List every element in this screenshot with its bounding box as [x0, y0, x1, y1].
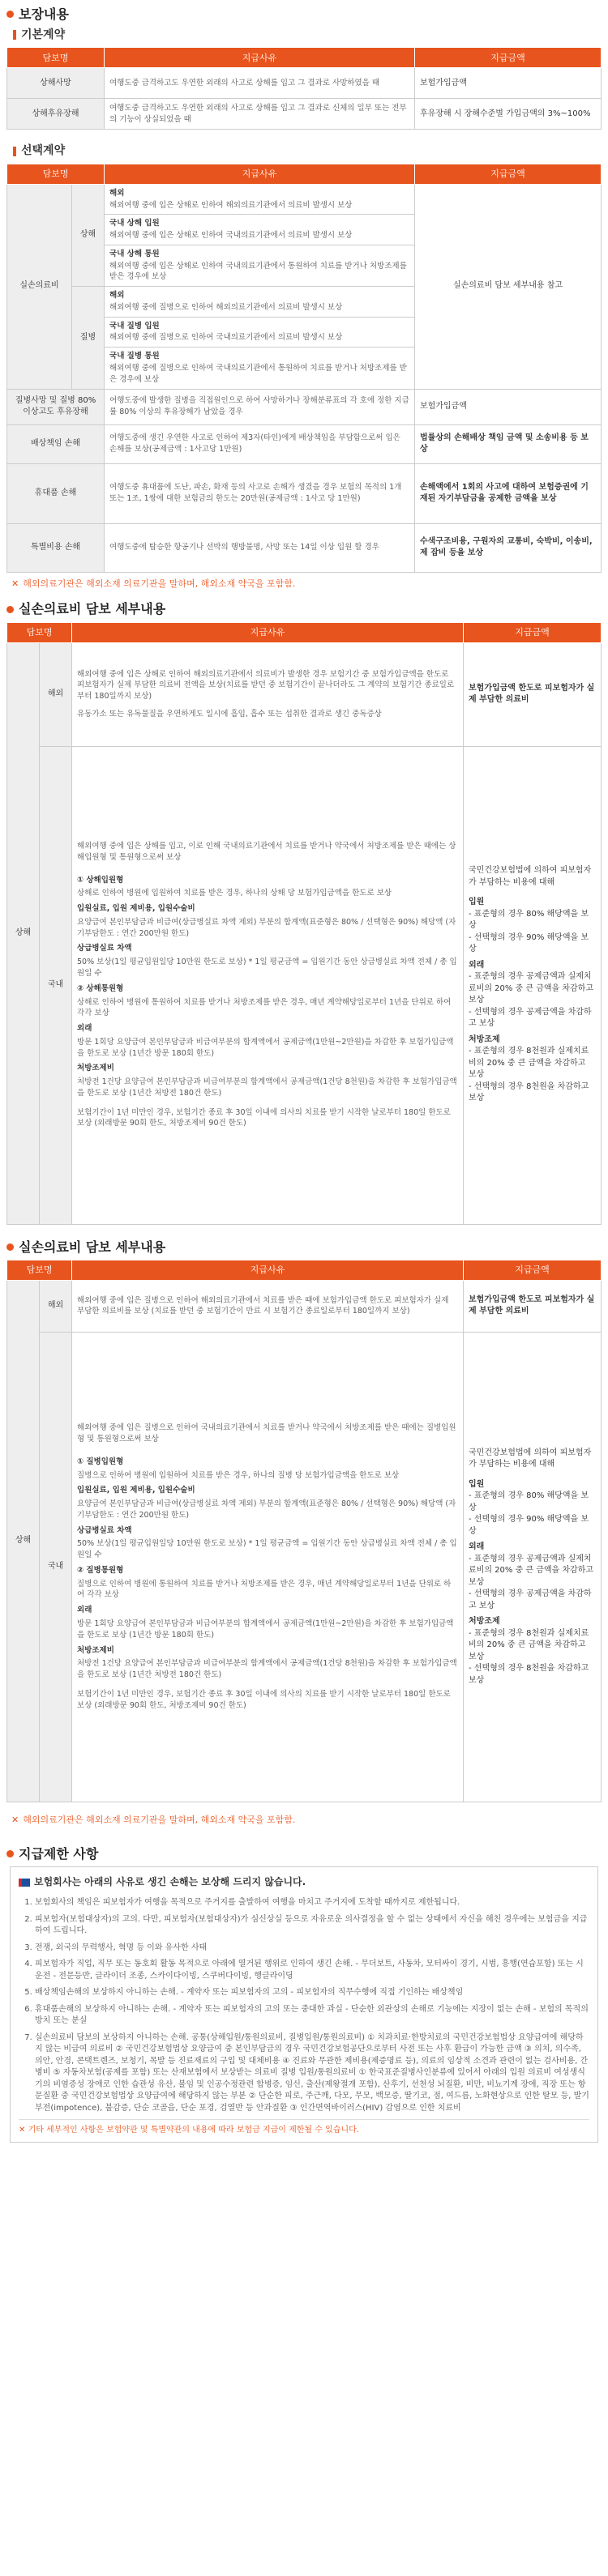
para: 처방전 1건당 요양급여 본인부담금과 비급여부분의 합계액에서 공제금액(1건당 8천원)을 차감한 후 보험가입금액을 한도로 보상 (1년간 처방전 180건 한도): [77, 1077, 457, 1098]
amount-text: - 선택형의 경우 공제금액을 차감하고 보상: [469, 1589, 592, 1610]
item-title: 국내 상해 입원: [109, 219, 160, 228]
note-text: 해외의료기관은 해외소재 의료기관을 말하며, 해외소재 약국을 포함함.: [23, 578, 296, 589]
label: 입원실료, 입원 제비용, 입원수술비: [77, 904, 195, 914]
label: 외래: [77, 1606, 92, 1615]
cell-injury: 상해: [7, 642, 40, 1224]
amount-text: - 선택형의 경우 8천원을 차감하고 보상: [469, 1081, 589, 1103]
cell-amount: 보험가입금액: [415, 389, 602, 424]
cell-injury: 상해: [7, 1280, 40, 1802]
amount-text: - 표준형의 경우 8천원과 실제치료비의 20% 중 큰 금액을 차감하고 보상: [469, 1047, 589, 1080]
item-title: 국내 질병 입원: [109, 321, 160, 331]
cell-amount: [464, 746, 602, 1224]
label: 외래: [77, 1024, 92, 1034]
x-icon: ✕: [11, 578, 19, 589]
medical-detail-table: [6, 622, 602, 1225]
para: 질병으로 인하여 병원에 통원하여 치료를 받거나 처방조제를 받은 경우, 매년 계약해당일로부터 1년을 단위로 하여 각각 보상: [77, 1579, 452, 1600]
cell-reason: 여행도중에 생긴 우연한 사고로 인하여 제3자(타인)에게 배상책임을 부담함으로써 입은 손해를 보상(공제금액 : 1사고당 1만원): [105, 424, 415, 463]
item-desc: 해외여행 중에 입은 상해로 인하여 국내의료기관에서 통원하여 치료를 받거나 처방조제를 받은 경우에 보상: [109, 261, 407, 282]
amount-text: - 선택형의 경우 공제금액을 차감하고 보상: [469, 1007, 592, 1029]
cell-reason: [105, 287, 415, 318]
cell-reason: [72, 1332, 464, 1802]
limits-title-text: 보험회사는 아래의 사유로 생긴 손해는 보상해 드리지 않습니다.: [34, 1875, 306, 1887]
label: 입원: [469, 1479, 485, 1489]
list-item: 7. 실손의료비 담보의 보상하지 아니하는 손해. 공통(상해입원/통원의료비, 질병입원/통원의료비) ① 치과치료·한방치료의 국민건강보험법상 요양급여에 해당하지 않는 비급여 의료비 ② 국민건강보험법상 요양급여 중 본인부담금의 경우 국민건강보험공단으로부터 사전 또는 사후 환급이 가능한 금액 ③ 의치, 의수족, 의안, 안경, 콘택트렌즈, 보청기, 목발 등 진료재료의 구입 및 대체비용 ④ 진료와 무관한 제비용(제증명료 등), 의료의 임상적 소견과 관련이 없는 검사비용, 간병비 ⑤ 자동차보험(공제를 포함) 또는 산재보험에서 보상받는 의료비 질병 입원/통원의료비 ① 한국표준질병사인분류에 있어서 아래의 입원 의료비 여성생식기의 비염증성 장애로 인한 습관성 유산, 불임 및 인공수정관련 합병증, 임신, 출산(제왕절개 포함), 산후기, 선천성 뇌질환, 비만, 비뇨기계 장애, 직장 또는 항문질환 중 국민건강보험법상 요양급여에 해당하지 않는 부분 ② 단순한 피로, 주근깨, 다모, 무모, 백모증, 딸기코, 점, 여드름, 노화현상으로 인한 탈모 등, 발기부전(impotence), 불감증, 단순 코골음, 단순 포경, 검열반 등 안과질환 ③ 인간면역바이러스(HIV) 감염으로 인한 치료비: [35, 2032, 589, 2115]
label: 외래: [469, 960, 485, 970]
note: [11, 578, 602, 591]
cell-reason: 여행도중 급격하고도 우연한 외래의 사고로 상해를 입고 그 결과로 신체의 일부 또는 전부의 기능이 상실되었을 때: [105, 99, 415, 130]
amount-text: - 선택형의 경우 90% 해당액을 보상: [469, 1515, 589, 1536]
section-title-text: 실손의료비 담보 세부내용: [19, 1239, 166, 1255]
amount-text: 국민건강보험법에 의하여 피보험자가 부담하는 비용에 대해: [469, 1448, 592, 1469]
section-title-text: 실손의료비 담보 세부내용: [19, 601, 166, 617]
cell-reason: [105, 184, 415, 215]
section-title-coverage: [6, 5, 602, 23]
para: 50% 보상(1일 평균입원일당 10만원 한도로 보상) * 1일 평균금액 = 입원기간 동안 상급병실료 차액 전체 / 총 입원일 수: [77, 957, 457, 978]
x-icon: ✕: [11, 1814, 19, 1825]
label: ② 질병통원형: [77, 1565, 124, 1575]
para: 해외여행 중에 입은 상해로 인하여 해외의료기관에서 의료비가 발생한 경우 보험기간 중 보험가입금액을 한도로 피보험자가 실제 부담한 의료비 전액을 보상(치료를 받던 중 보험기간이 끝나더라도 그 계약의 보험기간 종료일로부터 180일까지 보상): [77, 669, 455, 702]
amount-text: - 표준형의 경우 80% 해당액을 보상: [469, 1491, 589, 1512]
header-name: 담보명: [7, 48, 105, 68]
header-reason: 지급사유: [72, 1260, 464, 1280]
bar-icon: [13, 147, 16, 156]
header-reason: 지급사유: [72, 622, 464, 642]
flag-icon: [19, 1879, 30, 1887]
basic-contract-table: [6, 47, 602, 130]
cell-reason: [105, 317, 415, 348]
cell-name: 휴대품 손해: [7, 463, 105, 523]
list-item: 4. 피보험자가 직업, 직무 또는 동호회 활동 목적으로 아래에 열거된 행위로 인하여 생긴 손해. - 무더보트, 사동차, 모터싸이 경기, 시범, 흥행(연습포함) 또는 시운전 - 전문등반, 글라이더 조종, 스카이다이빙, 스쿠버다이빙, 행글라이딩: [35, 1959, 589, 1982]
footnote-text: 기타 세부적인 사항은 보험약관 및 특별약관의 내용에 따라 보험금 지급이 제한될 수 있습니다.: [28, 2126, 359, 2135]
section-title-text: 보장내용: [19, 6, 69, 22]
cell-medical: 실손의료비: [7, 184, 72, 389]
item-desc: 해외여행 중에 질병으로 인하여 해외의료기관에서 의료비 발생시 보상: [109, 302, 343, 312]
cell-reason: [105, 348, 415, 389]
cell-name: 특별비용 손해: [7, 523, 105, 572]
cell-name: 상해사망: [7, 68, 105, 99]
cell-reason: 여행도중 휴대품에 도난, 파손, 화재 등의 사고로 손해가 생겼을 경우 보험의 목적의 1개 또는 1조, 1쌍에 대한 보험금의 한도는 20만원(공제금액 : 1사고 당 1만원): [105, 463, 415, 523]
amount-text: - 표준형의 경우 공제금액과 실제치료비의 20% 중 큰 금액을 차감하고 보상: [469, 1554, 594, 1587]
label: ① 질병입원형: [77, 1456, 124, 1466]
note-text: 해외의료기관은 해외소재 의료기관을 말하며, 해외소재 약국을 포함함.: [23, 1814, 296, 1825]
cell-reason: 여행도중에 발생한 질병을 직접원인으로 하여 사망하거나 장해분류표의 각 호에 정한 지급률 80% 이상의 후유장해가 남았을 경우: [105, 389, 415, 424]
list-item: 3. 전쟁, 외국의 무력행사, 혁명 등 이와 유사한 사태: [35, 1943, 589, 1955]
item-title: 해외: [109, 188, 125, 198]
table-row: [7, 68, 602, 99]
label: ① 상해입원형: [77, 875, 124, 885]
para: 요양급여 본인부담금과 비급여(상급병실료 차액 제외) 부분의 합계액(표준형은 80% / 선택형은 90%) 해당액 (자기부담한도 : 연간 200만원 한도): [77, 1499, 456, 1520]
section-title-medical-detail-2: [6, 1238, 602, 1256]
cell-injury: 상해: [72, 184, 105, 286]
footnote: [19, 2119, 589, 2137]
amount-text: - 표준형의 경우 80% 해당액을 보상: [469, 909, 589, 931]
header-amount: 지급금액: [415, 164, 602, 184]
cell-domestic: 국내: [40, 746, 72, 1224]
para: 해외여행 중에 입은 질병으로 인하여 국내의료기관에서 치료를 받거나 약국에서 처방조제를 받은 때에는 질병입원형 및 통원형으로써 보상: [77, 1423, 456, 1444]
list-item: 2. 피보험자(보험대상자)의 고의. 다만, 피보험자(보험대상자)가 심신상실 등으로 자유로운 의사결정을 할 수 없는 상태에서 자신을 해친 경우에는 보험금을 지급하여 드립니다.: [35, 1914, 589, 1938]
limits-list: [19, 1897, 589, 2114]
item-title: 해외: [109, 291, 125, 301]
list-item: 6. 휴대품손해의 보상하지 아니하는 손해. - 계약자 또는 피보험자의 고의 또는 중대한 과실 - 단순한 외관상의 손해로 기능에는 지장이 없는 손해 - 보험의 목적의 방치 또는 분실: [35, 2004, 589, 2028]
label: 입원실료, 입원 제비용, 입원수술비: [77, 1486, 195, 1495]
bullet-icon: [6, 606, 14, 613]
label: 상급병실료 차액: [77, 944, 132, 953]
cell-amount: 보험가입금액 한도로 피보험자가 실제 부담한 의료비: [464, 1280, 602, 1332]
item-desc: 해외여행 중에 질병으로 인하여 국내의료기관에서 의료비 발생시 보상: [109, 333, 343, 343]
cell-reason: 여행도중에 탑승한 항공기나 선박의 행방불명, 사망 또는 14일 이상 입원 할 경우: [105, 523, 415, 572]
bullet-icon: [6, 1243, 14, 1251]
table-row: [7, 99, 602, 130]
amount-text: - 선택형의 경우 8천원을 차감하고 보상: [469, 1664, 589, 1685]
limits-title: [19, 1875, 589, 1889]
cell-amount: 보험가입금액 한도로 피보험자가 실제 부담한 의료비: [464, 642, 602, 746]
subsection-title: 기본계약: [21, 28, 66, 42]
section-title-text: 지급제한 사항: [19, 1845, 99, 1862]
label: 상급병실료 차액: [77, 1525, 132, 1535]
para: 방문 1회당 요양급여 본인부담금과 비급여부분의 합계액에서 공제금액(1만원~2만원)을 차감한 후 보험가입금액을 한도로 보상 (1년간 방문 180회 한도): [77, 1619, 454, 1640]
section-title-medical-detail: [6, 599, 602, 618]
para: 유동가소 또는 유독물질을 우연하게도 일시에 흡입, 흡수 또는 섭취한 결과로 생긴 중독증상: [77, 709, 382, 719]
para: 50% 보상(1일 평균입원일당 10만원 한도로 보상) * 1일 평균금액 = 입원기간 동안 상급병실료 차액 전체 / 총 입원일 수: [77, 1539, 457, 1560]
cell-amount: 손해액에서 1회의 사고에 대하여 보험증권에 기재된 자기부담금을 공제한 금액을 보상: [415, 463, 602, 523]
item-desc: 해외여행 중에 입은 상해로 인하여 국내의료기관에서 의료비 발생시 보상: [109, 231, 353, 241]
label: 처방조제비: [77, 1645, 114, 1655]
para: 보험기간이 1년 미만인 경우, 보험기간 종료 후 30일 이내에 의사의 치료를 받기 시작한 날로부터 180일 한도로 보상 (외래방문 90회 한도, 처방조제비 90건 한도): [77, 1107, 451, 1128]
label: ② 상해통원형: [77, 983, 124, 993]
cell-reason: [105, 215, 415, 245]
label: 처방조제: [469, 1617, 500, 1627]
cell-name: 배상책임 손해: [7, 424, 105, 463]
header-name: 담보명: [7, 164, 105, 184]
bullet-icon: [6, 11, 14, 18]
subsection-basic: [13, 27, 602, 43]
para: 보험기간이 1년 미만인 경우, 보험기간 종료 후 30일 이내에 의사의 치료를 받기 시작한 날로부터 180일 한도로 보상 (외래방문 90회 한도, 처방조제비 90건 한도): [77, 1689, 451, 1710]
cell-reason: [72, 642, 464, 746]
subsection-option: [13, 143, 602, 159]
limits-box: [10, 1866, 598, 2143]
cell-overseas: 해외: [40, 642, 72, 746]
label: 입원: [469, 898, 485, 907]
cell-domestic: 국내: [40, 1332, 72, 1802]
cell-overseas: 해외: [40, 1280, 72, 1332]
header-amount: 지급금액: [415, 48, 602, 68]
note: [11, 1814, 602, 1827]
cell-amount: 보험가입금액: [415, 68, 602, 99]
section-title-limits: [6, 1845, 602, 1863]
cell-reason: 해외여행 중에 입은 질병으로 인하여 해외의료기관에서 치료를 받은 때에 보험가입금액 한도로 피보험자가 실제 부담한 의료비를 보상 (치료를 받던 중 보험기간이 만료 시 보험기간 종료일로부터 180일까지 보상): [72, 1280, 464, 1332]
amount-text: - 표준형의 경우 공제금액과 실제치료비의 20% 중 큰 금액을 차감하고 보상: [469, 972, 594, 1005]
label: 처방조제비: [77, 1064, 114, 1073]
cell-reason: [72, 746, 464, 1224]
cell-amount: 실손의료비 담보 세부내용 참고: [415, 184, 602, 389]
cell-amount: 수색구조비용, 구원자의 교통비, 숙박비, 이송비, 제 잡비 등을 보상: [415, 523, 602, 572]
option-contract-table: [6, 164, 602, 573]
amount-text: - 표준형의 경우 8천원과 실제치료비의 20% 중 큰 금액을 차감하고 보상: [469, 1628, 589, 1661]
cell-amount: [464, 1332, 602, 1802]
cell-disease: 질병: [72, 287, 105, 389]
list-item: 1. 보험회사의 책임은 피보험자가 여행을 목적으로 주거지를 출발하여 여행을 마치고 주거지에 도착할 때까지로 제한됩니다.: [35, 1897, 589, 1909]
item-title: 국내 질병 통원: [109, 352, 160, 361]
item-desc: 해외여행 중에 입은 상해로 인하여 해외의료기관에서 의료비 발생시 보상: [109, 200, 353, 210]
item-title: 국내 상해 통원: [109, 249, 160, 258]
amount-text: 국민건강보험법에 의하여 피보험자가 부담하는 비용에 대해: [469, 866, 592, 887]
header-name: 담보명: [7, 622, 72, 642]
header-amount: 지급금액: [464, 622, 602, 642]
para: 처방전 1건당 요양급여 본인부담금과 비급여부분의 합계액에서 공제금액(1건당 8천원)을 차감한 후 보험가입금액을 한도로 보상 (1년간 처방전 180건 한도): [77, 1659, 457, 1680]
para: 해외여행 중에 입은 상해를 입고, 이로 인해 국내의료기관에서 치료를 받거나 약국에서 처방조제를 받은 때에는 상해입원형 및 통원형으로써 보상: [77, 842, 456, 862]
label: 외래: [469, 1542, 485, 1552]
subsection-title: 선택계약: [21, 144, 66, 158]
cell-name: 상해후유장해: [7, 99, 105, 130]
header-reason: 지급사유: [105, 164, 415, 184]
x-icon: ✕: [19, 2126, 28, 2135]
bar-icon: [13, 30, 16, 40]
cell-reason: 여행도중 급격하고도 우연한 외래의 사고로 상해를 입고 그 결과로 사망하였을 때: [105, 68, 415, 99]
para: 상해로 인하여 병원에 입원하여 치료를 받은 경우, 하나의 상해 당 보험가입금액을 한도로 보상: [77, 889, 392, 898]
para: 질병으로 인하여 병원에 입원하여 치료를 받은 경우, 하나의 질병 당 보험가입금액을 한도로 보상: [77, 1470, 400, 1480]
cell-name: 질병사망 및 질병 80% 이상고도 후유장해: [7, 389, 105, 424]
para: 요양급여 본인부담금과 비급여(상급병실료 차액 제외) 부분의 합계액(표준형은 80% / 선택형은 90%) 해당액 (자기부담한도 : 연간 200만원 한도): [77, 917, 456, 938]
list-item: 5. 배상책임손해의 보상하지 아니하는 손해. - 계약자 또는 피보험자의 고의 - 피보험자의 직무수행에 직접 기인하는 배상책임: [35, 1987, 589, 1999]
label: 처방조제: [469, 1034, 500, 1044]
para: 상해로 인하여 병원에 통원하여 치료를 받거나 처방조제를 받은 경우, 매년 계약해당일로부터 1년을 단위로 하여 각각 보상: [77, 997, 452, 1018]
cell-amount: 법률상의 손해배상 책임 금액 및 소송비용 등 보상: [415, 424, 602, 463]
cell-reason: [105, 245, 415, 286]
amount-text: - 선택형의 경우 90% 해당액을 보상: [469, 932, 589, 954]
header-amount: 지급금액: [464, 1260, 602, 1280]
header-name: 담보명: [7, 1260, 72, 1280]
para: 방문 1회당 요양급여 본인부담금과 비급여부분의 합계액에서 공제금액(1만원~2만원)을 차감한 후 보험가입금액을 한도로 보상 (1년간 방문 180회 한도): [77, 1037, 454, 1058]
medical-detail-table-disease: [6, 1260, 602, 1802]
item-desc: 해외여행 중에 질병으로 인하여 국내의료기관에서 통원하여 치료를 받거나 처방조제를 받은 경우에 보상: [109, 363, 407, 384]
cell-amount: 후유장해 시 장해수준별 가입금액의 3%~100%: [415, 99, 602, 130]
header-reason: 지급사유: [105, 48, 415, 68]
bullet-icon: [6, 1850, 14, 1857]
